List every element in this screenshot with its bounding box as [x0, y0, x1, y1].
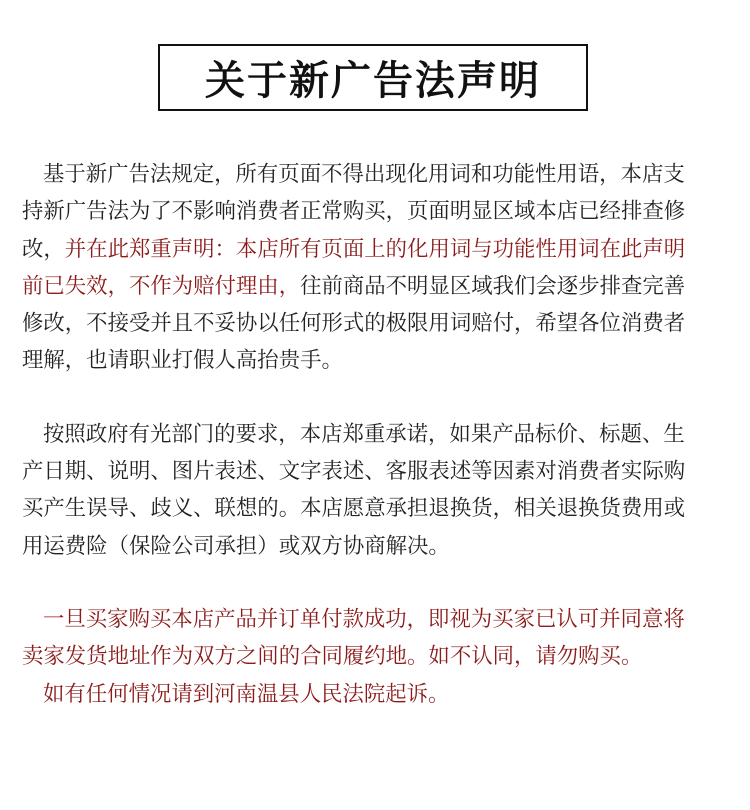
paragraph-1-line-3: [22, 231, 732, 268]
paragraph-2-line-4: 用运费险（保险公司承担）或双方协商解决。: [22, 533, 450, 559]
paragraph-1-line-2: 持新广告法为了不影响消费者正常购买，页面明显区域本店已经排查修: [22, 199, 686, 225]
statement-body: [22, 156, 732, 713]
paragraph-4: [22, 676, 732, 713]
declaration-highlight-part-2: 前已失效，不作为赔付理由，: [22, 273, 301, 299]
paragraph-1-line-6: 理解，也请职业打假人高抬贵手。: [22, 348, 343, 374]
paragraph-1-line-4: [22, 268, 732, 305]
paragraph-3-line-2: 卖家发货地址作为双方之间的合同履约地。如不认同，请勿购买。: [22, 644, 643, 670]
declaration-highlight-part-1: 并在此郑重声明：本店所有页面上的化用词与功能性用词在此声明: [64, 236, 686, 262]
paragraph-2: [22, 416, 732, 565]
paragraph-1-line-4-plain: 往前商品不明显区域我们会逐步排查完善: [300, 273, 686, 299]
paragraph-3: [22, 601, 732, 676]
paragraph-3-line-1: 一旦买家购买本店产品并订单付款成功，即视为买家已认可并同意将: [43, 606, 685, 632]
title-box: [158, 44, 588, 111]
paragraph-1-line-5: 修改，不接受并且不妥协以任何形式的极限用词赔付，希望各位消费者: [22, 311, 686, 337]
paragraph-2-line-2: 产日期、说明、图片表述、文字表述、客服表述等因素对消费者实际购: [22, 459, 686, 485]
paragraph-2-line-1: 按照政府有光部门的要求，本店郑重承诺，如果产品标价、标题、生: [43, 421, 685, 447]
paragraph-spacer: [22, 380, 732, 416]
paragraph-1-line-1: 基于新广告法规定，所有页面不得出现化用词和功能性用语，本店支: [43, 162, 685, 187]
paragraph-1-line-3-plain: 改，: [22, 236, 65, 262]
paragraph-1: [22, 156, 732, 380]
paragraph-spacer: [22, 565, 732, 601]
paragraph-4-line-1: 如有任何情况请到河南温县人民法院起诉。: [43, 681, 450, 707]
page-title: 关于新广告法声明: [205, 58, 541, 104]
paragraph-2-line-3: 买产生误导、歧义、联想的。本店愿意承担退换货，相关退换货费用或: [22, 496, 686, 522]
